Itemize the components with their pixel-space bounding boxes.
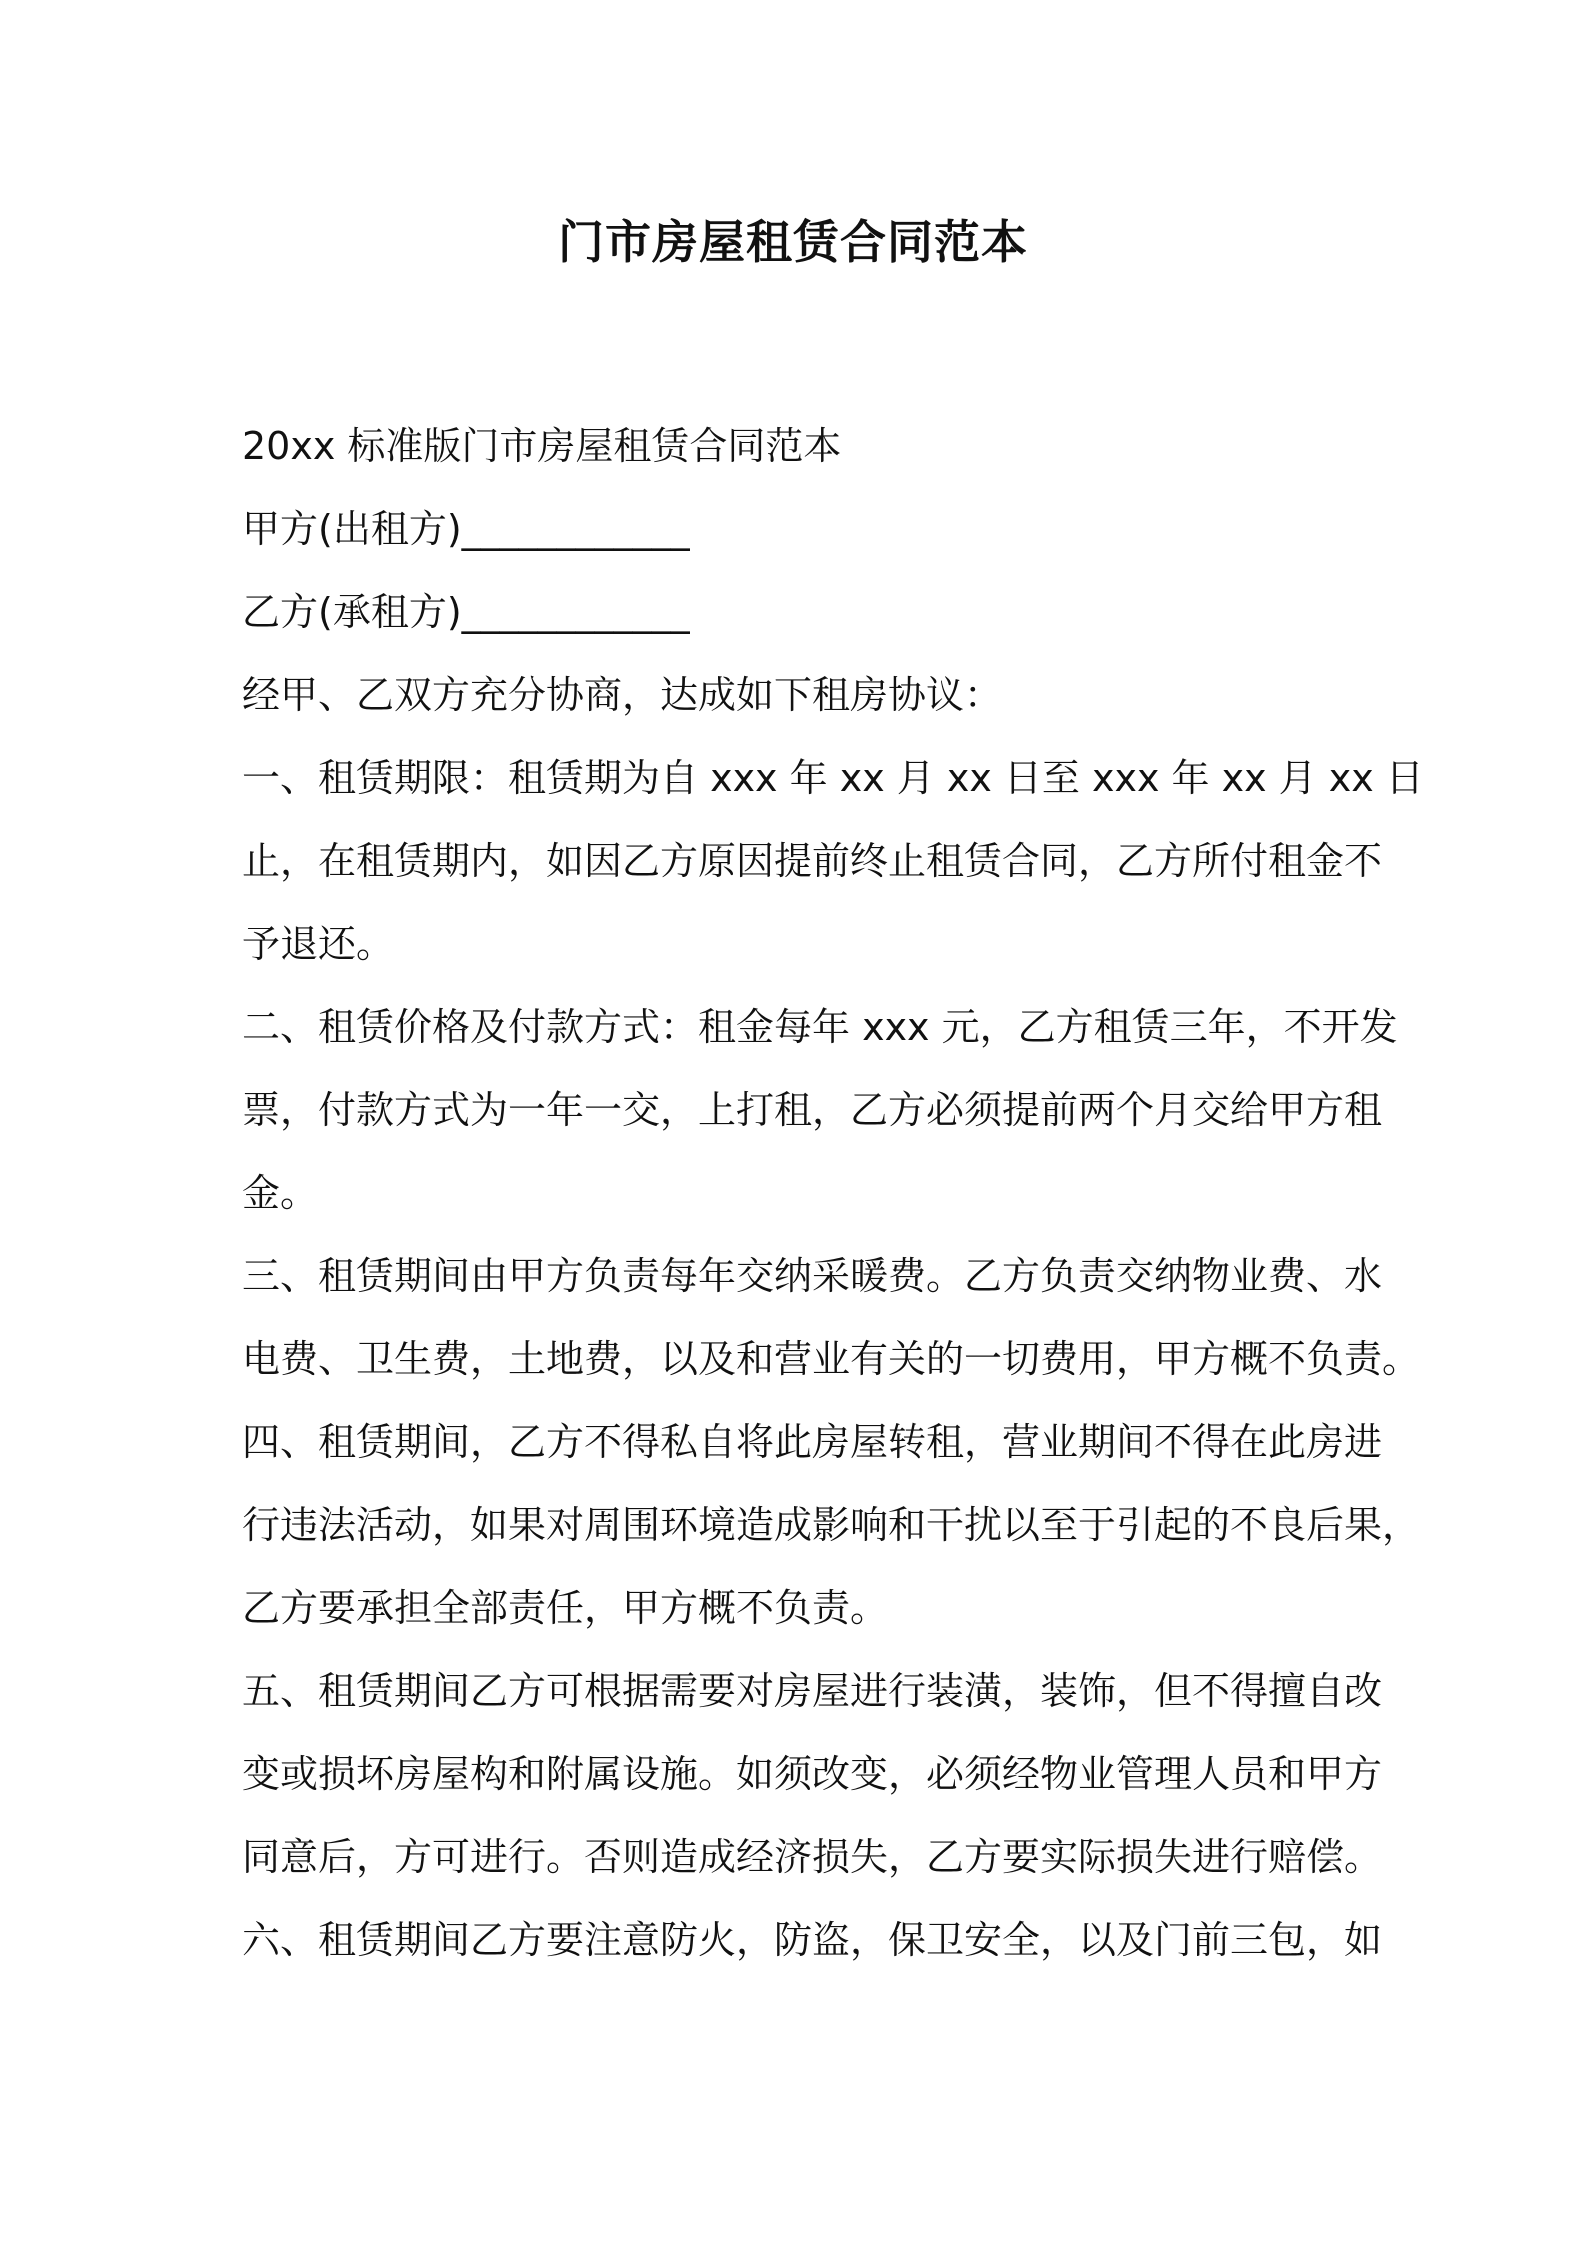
clause-1-line-3: 予退还。: [242, 922, 395, 966]
party-a-line: 甲方(出租方)____________: [242, 507, 690, 551]
clause-3: [242, 1235, 1421, 1401]
clause-5-line-2: 变或损坏房屋构和附属设施。如须改变，必须经物业管理人员和甲方: [242, 1752, 1383, 1796]
clause-1-line-2: 止，在租赁期内，如因乙方原因提前终止租赁合同，乙方所付租金不: [242, 839, 1383, 883]
clause-2-line-3: 金。: [242, 1171, 319, 1215]
document-subtitle: 20xx 标准版门市房屋租赁合同范本: [242, 424, 842, 468]
clause-4-line-2: 行违法活动，如果对周围环境造成影响和干扰以至于引起的不良后果，: [242, 1503, 1421, 1547]
clause-2-line-2: 票，付款方式为一年一交，上打租，乙方必须提前两个月交给甲方租: [242, 1088, 1383, 1132]
clause-5: [242, 1650, 1383, 1899]
document-title: 门市房屋租赁合同范本: [558, 215, 1028, 269]
clause-4-line-3: 乙方要承担全部责任，甲方概不负责。: [242, 1586, 889, 1630]
clause-4: [242, 1401, 1421, 1650]
clause-6: [242, 1899, 1383, 1982]
clause-3-line-1: 三、租赁期间由甲方负责每年交纳采暖费。乙方负责交纳物业费、水: [242, 1254, 1383, 1298]
clause-1: [242, 737, 1424, 986]
party-b-line: 乙方(承租方)____________: [242, 590, 690, 634]
clause-5-line-1: 五、租赁期间乙方可根据需要对房屋进行装潢，装饰，但不得擅自改: [242, 1669, 1383, 1713]
intro-line: 经甲、乙双方充分协商，达成如下租房协议：: [242, 673, 1003, 717]
clause-2-line-1: 二、租赁价格及付款方式：租金每年 xxx 元，乙方租赁三年，不开发: [242, 1005, 1398, 1049]
clause-4-line-1: 四、租赁期间，乙方不得私自将此房屋转租，营业期间不得在此房进: [242, 1420, 1383, 1464]
clause-1-line-1: 一、租赁期限：租赁期为自 xxx 年 xx 月 xx 日至 xxx 年 xx 月 xx 日: [242, 756, 1424, 800]
clause-5-line-3: 同意后，方可进行。否则造成经济损失，乙方要实际损失进行赔偿。: [242, 1835, 1383, 1879]
document-body: [242, 405, 1424, 1982]
clause-2: [242, 986, 1398, 1235]
clause-6-line-1: 六、租赁期间乙方要注意防火，防盗，保卫安全，以及门前三包，如: [242, 1918, 1383, 1962]
clause-3-line-2: 电费、卫生费，土地费，以及和营业有关的一切费用，甲方概不负责。: [242, 1337, 1421, 1381]
